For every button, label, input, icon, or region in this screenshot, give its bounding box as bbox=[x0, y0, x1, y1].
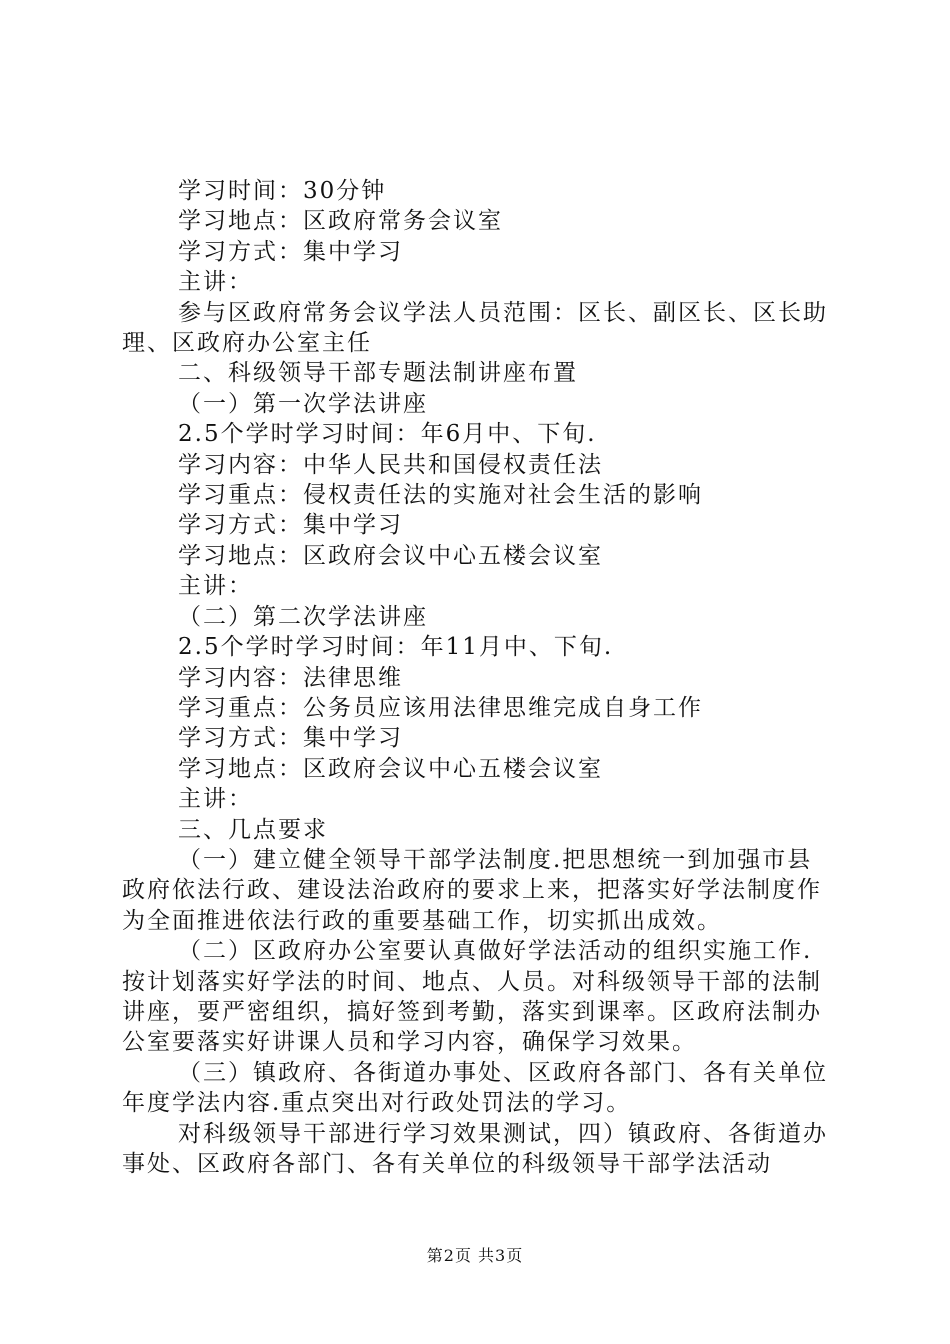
subsection-heading: （一）第一次学法讲座 bbox=[178, 390, 428, 417]
paragraph: 学习地点：区政府常务会议室 bbox=[178, 208, 503, 235]
paragraph: 主讲： bbox=[178, 269, 253, 296]
paragraph: 学习地点：区政府会议中心五楼会议室 bbox=[178, 755, 603, 782]
paragraph: 学习重点：侵权责任法的实施对社会生活的影响 bbox=[178, 482, 703, 509]
paragraph: 学习内容：法律思维 bbox=[178, 664, 403, 691]
section-heading: 三、几点要求 bbox=[178, 816, 328, 843]
paragraph: 参与区政府常务会议学法人员范围：区长、副区长、区长助理、区政府办公室主任 bbox=[122, 299, 828, 357]
paragraph: 主讲： bbox=[178, 573, 253, 600]
paragraph: （三）镇政府、各街道办事处、区政府各部门、各有关单位年度学法内容.重点突出对行政处罚法的学习。 bbox=[122, 1059, 828, 1117]
paragraph: 2.5个学时学习时间：年11月中、下旬. bbox=[178, 634, 614, 661]
paragraph: 学习方式：集中学习 bbox=[178, 512, 403, 539]
paragraph: （一）建立健全领导干部学法制度.把思想统一到加强市县政府依法行政、建设法治政府的要求上来，把落实好学法制度作为全面推进依法行政的重要基础工作，切实抓出成效。 bbox=[122, 846, 822, 934]
page-number-footer: 第2页 共3页 bbox=[426, 1246, 524, 1265]
paragraph: （二）区政府办公室要认真做好学法活动的组织实施工作.按计划落实好学法的时间、地点、人员。对科级领导干部的法制讲座，要严密组织，搞好签到考勤，落实到课率。区政府法制办公室要落实好讲课人员和学习内容，确保学习效果。 bbox=[122, 938, 822, 1056]
paragraph: 学习方式：集中学习 bbox=[178, 725, 403, 752]
document-body bbox=[122, 176, 832, 1179]
paragraph: 主讲： bbox=[178, 786, 253, 813]
paragraph: 学习时间：30分钟 bbox=[178, 178, 387, 204]
paragraph: 学习内容：中华人民共和国侵权责任法 bbox=[178, 451, 603, 478]
subsection-heading: （二）第二次学法讲座 bbox=[178, 603, 428, 630]
paragraph: 2.5个学时学习时间：年6月中、下旬. bbox=[178, 421, 597, 448]
section-heading: 二、科级领导干部专题法制讲座布置 bbox=[178, 360, 578, 387]
paragraph: 学习地点：区政府会议中心五楼会议室 bbox=[178, 542, 603, 569]
paragraph: 学习重点：公务员应该用法律思维完成自身工作 bbox=[178, 694, 703, 721]
paragraph: 学习方式：集中学习 bbox=[178, 238, 403, 265]
paragraph: 对科级领导干部进行学习效果测试，四）镇政府、各街道办事处、区政府各部门、各有关单位的科级领导干部学法活动 bbox=[122, 1120, 828, 1177]
